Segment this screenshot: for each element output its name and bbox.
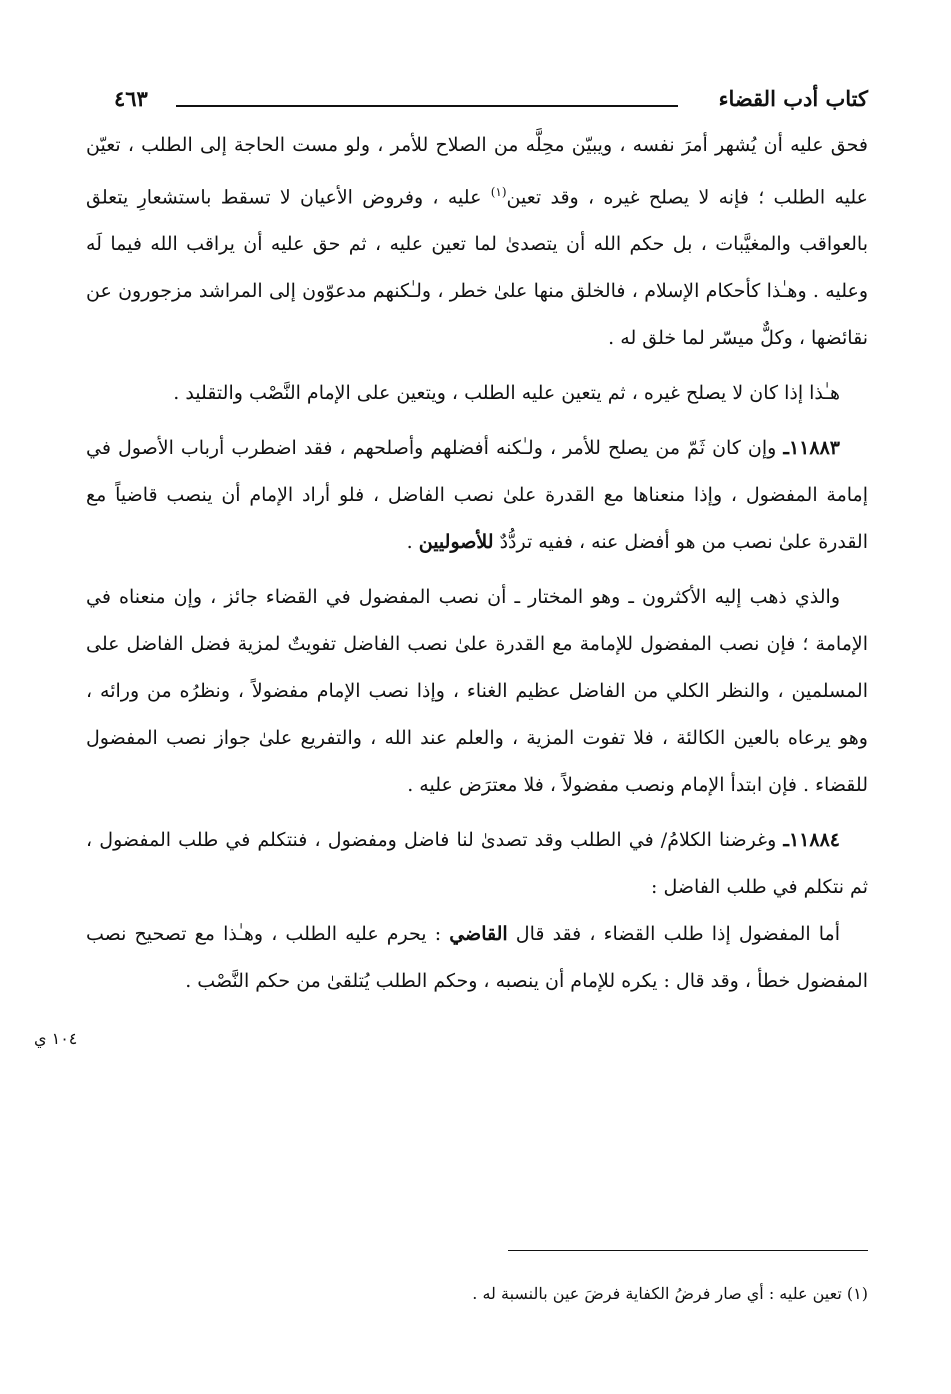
footnote-reference: (١) [490,185,507,199]
running-header [86,78,868,122]
paragraph-3-text: وإن كان ثَمّ من يصلح للأمر ، ولـٰكنه أفضلهم وأصلحهم ، فقد اضطرب أرباب الأصول في إمامة المفضول ، وإذا منعناها مع القدرة علىٰ نصب الفاضل ، فلو أراد الإمام أن ينصب قاضياً مع القدرة علىٰ نصب من هو أفضل عنه ، ففيه تردُّدٌ [86,437,868,554]
section-number-11884: ١١٨٨٤ـ [783,829,840,852]
paragraph-5-text: وغرضنا الكلامُ/ في الطلب وقد تصدىٰ لنا فاضل ومفضول ، فنتكلم في طلب المفضول ، ثم نتكلم في طلب الفاضل : [86,829,868,899]
footnote-text: تعين عليه : أي صار فرضُ الكفاية فرضَ عين بالنسبة له . [472,1284,842,1303]
book-title: كتاب أدب القضاء [718,86,868,111]
paragraph-1 [86,122,868,362]
page-number: ٤٦٣ [114,86,148,111]
footnote-separator [508,1250,868,1251]
footnote-marker: (١) [846,1284,868,1303]
paragraph-3-tail: . [406,531,419,554]
header-rule [176,105,678,107]
paragraph-6 [86,911,868,1005]
page [86,78,868,1005]
paragraph-1-text: فحق عليه أن يُشهر أمرَ نفسه ، ويبيّن محِلَّه من الصلاح للأمر ، ولو مست الحاجة إلى الطلب ، تعيّن عليه الطلب ؛ فإنه لا يصلح غيره ، وقد تعين [86,134,868,209]
section-number-11883: ١١٨٨٣ـ [783,437,840,460]
paragraph-1-rest: عليه ، وفروض الأعيان لا تسقط باستشعارِ يتعلق بالعواقب والمغيَّبات ، بل حكم الله أن يتصدىٰ لما تعين عليه ، ثم حق عليه أن يراقب الله فيما لَه وعليه . وهـٰذا كأحكام الإسلام ، فالخلق منها علىٰ خطر ، ولـٰكنهم مدعوّون إلى المراشد مزجورون عن نقائضها ، وكلٌّ ميسّر لما خلق له . [86,186,868,350]
footnote [472,1284,868,1303]
paragraph-3 [86,425,868,566]
paragraph-4: والذي ذهب إليه الأكثرون ـ وهو المختار ـ أن نصب المفضول في القضاء جائز ، وإن منعناه في الإمامة ؛ فإن نصب المفضول للإمامة مع القدرة علىٰ نصب الفاضل تفويتٌ لمزية فضل الفاضل على المسلمين ، والنظر الكلي من الفاضل عظيم الغناء ، وإذا نصب الإمام مفضولاً ، ونظرُه من ورائه ، وهو يرعاه بالعين الكالئة ، فلا تفوت المزية ، والعلم عند الله ، والتفريع علىٰ جواز نصب المفضول للقضاء . فإن ابتدأ الإمام ونصب مفضولاً ، فلا معترَض عليه . [86,586,868,797]
paragraph-2: هـٰذا إذا كان لا يصلح غيره ، ثم يتعين عليه الطلب ، ويتعين على الإمام النَّصْب والتقليد . [173,382,840,405]
paragraph-6-bold-term: القاضي [449,923,508,946]
paragraph-6-text-b: : يحرم عليه الطلب ، وهـٰذا مع تصحيح نصب المفضول خطأ ، وقد قال : يكره للإمام أن ينصبه ، وحكم الطلب يُتلقىٰ من حكم النَّصْب . [86,923,868,993]
paragraph-5 [86,817,868,911]
margin-manuscript-note: ١٠٤ ي [34,1029,78,1048]
body-text [86,122,868,1005]
paragraph-3-bold-term: للأصوليين [418,531,494,554]
paragraph-6-text-a: أما المفضول إذا طلب القضاء ، فقد قال [507,923,840,946]
